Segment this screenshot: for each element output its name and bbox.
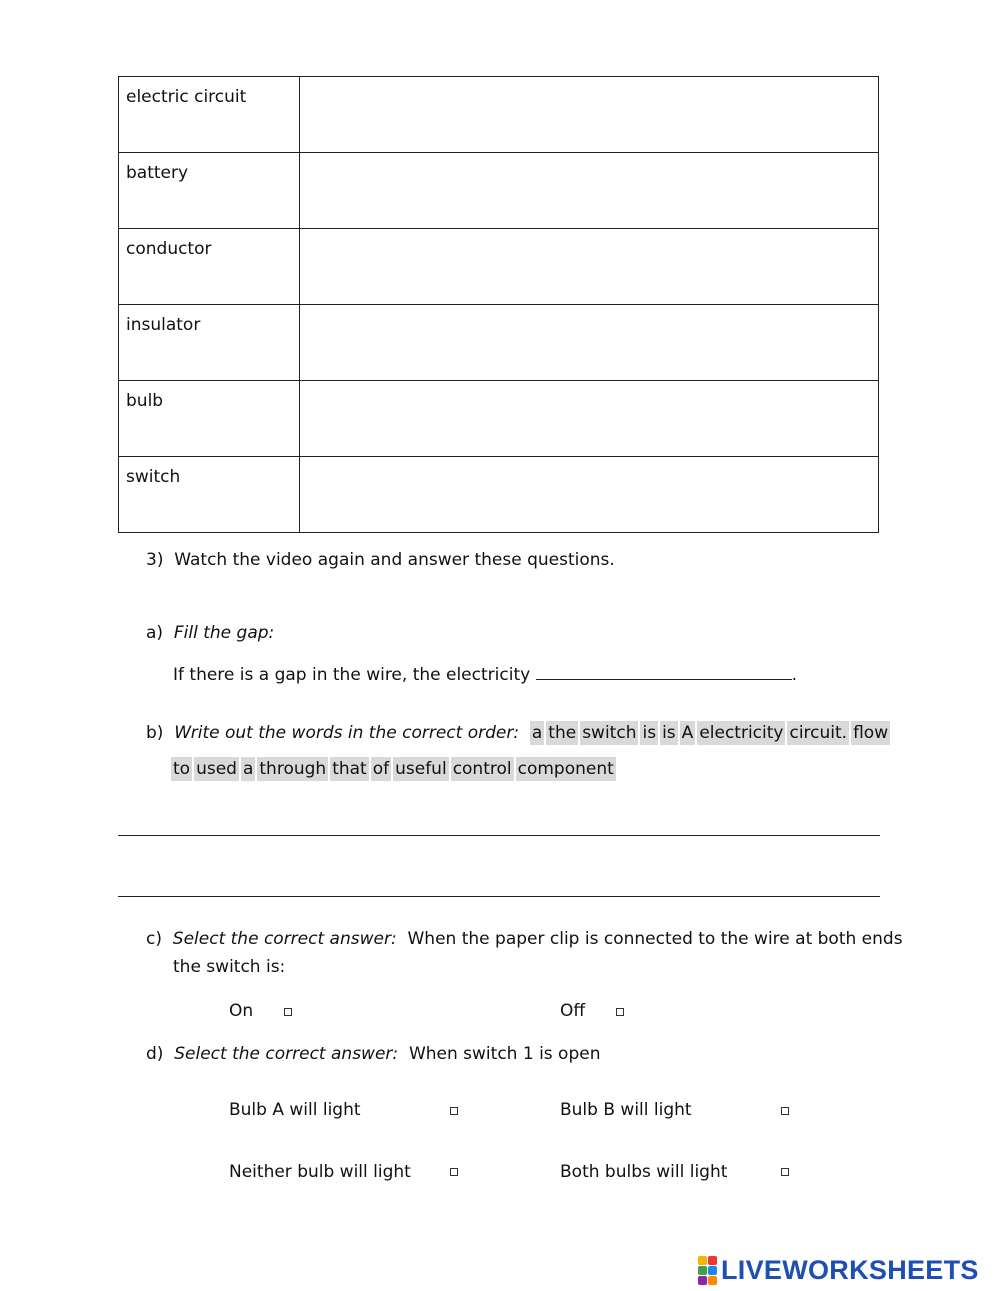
word-chip[interactable]: used	[196, 759, 237, 779]
word-bank-line-2	[171, 757, 618, 781]
vocab-definition-field[interactable]	[300, 305, 879, 381]
vocab-definition-field[interactable]	[300, 153, 879, 229]
word-chip[interactable]: that	[332, 759, 367, 779]
option-bulb-a-label: Bulb A will light	[229, 1100, 361, 1120]
option-off-label: Off	[560, 1001, 586, 1021]
word-chip[interactable]: a	[242, 759, 254, 779]
word-chip[interactable]: through	[259, 759, 327, 779]
question-a-sentence-start: If there is a gap in the wire, the electricity	[173, 665, 531, 685]
question-a-label: a)	[146, 623, 164, 643]
vocab-term: insulator	[119, 305, 300, 381]
word-chip[interactable]: to	[173, 759, 191, 779]
word-chip[interactable]: flow	[853, 723, 889, 743]
question-c-prompt: Select the correct answer:	[172, 929, 397, 949]
word-chip[interactable]: control	[452, 759, 512, 779]
vocab-term: switch	[119, 457, 300, 533]
vocab-row	[119, 305, 879, 381]
vocab-row	[119, 153, 879, 229]
question-a-prompt: Fill the gap:	[173, 623, 275, 643]
vocab-term: bulb	[119, 381, 300, 457]
option-neither-label: Neither bulb will light	[229, 1162, 411, 1182]
vocab-term: battery	[119, 153, 300, 229]
option-off-checkbox[interactable]	[616, 1008, 624, 1016]
word-chip[interactable]: the	[548, 723, 577, 743]
option-on-checkbox[interactable]	[284, 1008, 292, 1016]
option-bulb-b-label: Bulb B will light	[560, 1100, 692, 1120]
answer-line-1[interactable]	[118, 835, 880, 836]
vocab-row	[119, 457, 879, 533]
question-d-heading	[146, 1044, 600, 1064]
option-both-label: Both bulbs will light	[560, 1162, 728, 1182]
question-b-heading	[146, 721, 892, 745]
question-d-label: d)	[146, 1044, 164, 1064]
option-both-checkbox[interactable]	[781, 1168, 789, 1176]
question-a-answer-blank[interactable]	[536, 665, 792, 680]
question-c-question-line-2: the switch is:	[173, 957, 286, 977]
question-c-question-line-1: When the paper clip is connected to the wire at both ends	[407, 929, 903, 949]
vocab-definition-field[interactable]	[300, 229, 879, 305]
question-d-question: When switch 1 is open	[408, 1044, 601, 1064]
word-bank-line-1	[530, 723, 892, 743]
word-chip[interactable]: switch	[582, 723, 637, 743]
question-3-text: Watch the video again and answer these questions.	[174, 550, 615, 570]
question-d-prompt: Select the correct answer:	[174, 1044, 399, 1064]
question-a-heading	[146, 623, 274, 643]
question-3-instruction	[146, 550, 615, 570]
question-a-sentence-end: .	[791, 665, 797, 685]
logo-text: LIVEWORKSHEETS	[721, 1254, 979, 1285]
question-b-prompt: Write out the words in the correct order:	[174, 723, 520, 743]
option-bulb-a-checkbox[interactable]	[450, 1107, 458, 1115]
logo-icon	[698, 1256, 717, 1285]
question-c-label: c)	[146, 929, 162, 949]
vocab-definition-field[interactable]	[300, 381, 879, 457]
vocab-row	[119, 77, 879, 153]
question-b-label: b)	[146, 723, 164, 743]
word-chip[interactable]: is	[662, 723, 676, 743]
vocab-definition-field[interactable]	[300, 457, 879, 533]
word-chip[interactable]: is	[642, 723, 657, 743]
vocab-row	[119, 229, 879, 305]
vocab-term: electric circuit	[119, 77, 300, 153]
vocabulary-table	[118, 76, 879, 533]
vocab-row	[119, 381, 879, 457]
word-chip[interactable]: of	[372, 759, 390, 779]
option-bulb-b-checkbox[interactable]	[781, 1107, 789, 1115]
option-on-label: On	[229, 1001, 254, 1021]
word-chip[interactable]: A	[681, 723, 694, 743]
word-chip[interactable]: useful	[395, 759, 447, 779]
word-chip[interactable]: circuit.	[789, 723, 848, 743]
question-a-sentence	[173, 665, 797, 685]
question-c-heading	[146, 929, 903, 949]
question-3-number: 3)	[146, 550, 164, 570]
word-chip[interactable]: component	[517, 759, 614, 779]
vocab-term: conductor	[119, 229, 300, 305]
word-chip[interactable]: a	[531, 723, 543, 743]
liveworksheets-logo	[698, 1254, 979, 1286]
option-neither-checkbox[interactable]	[450, 1168, 458, 1176]
answer-line-2[interactable]	[118, 896, 880, 897]
vocab-definition-field[interactable]	[300, 77, 879, 153]
word-chip[interactable]: electricity	[699, 723, 784, 743]
